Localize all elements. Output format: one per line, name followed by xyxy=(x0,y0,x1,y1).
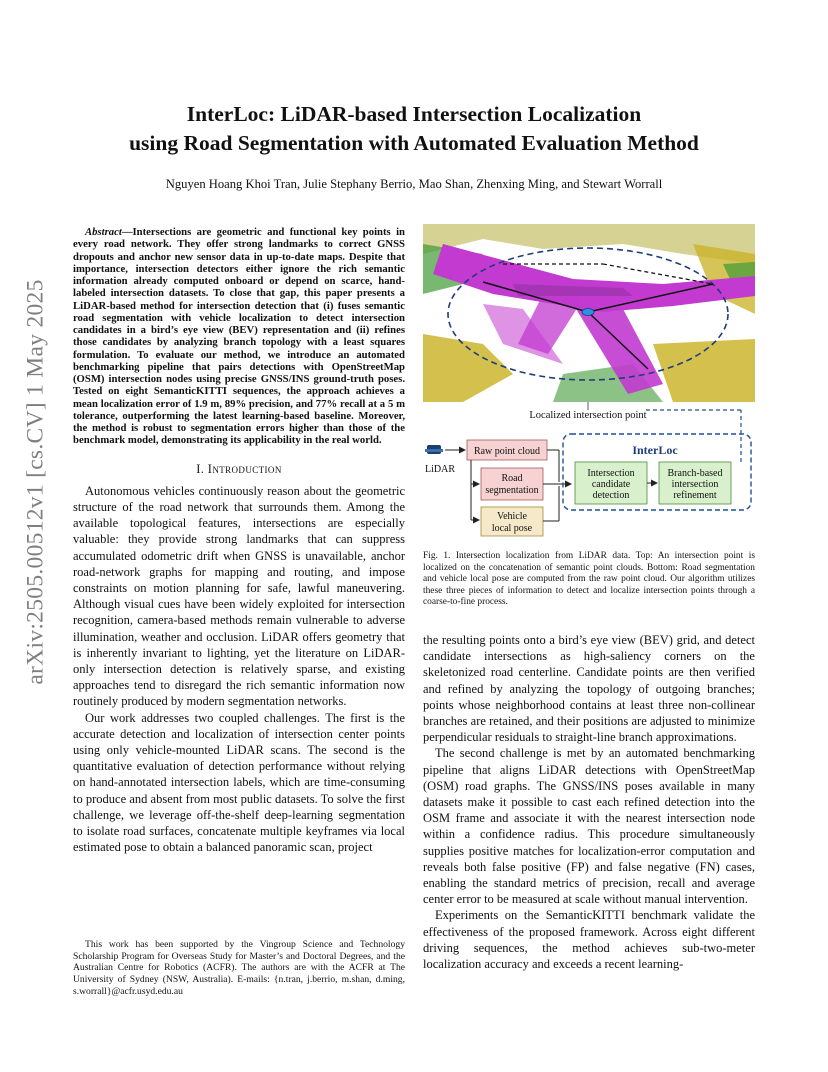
author-list: Nguyen Hoang Khoi Tran, Julie Stephany Berrio, Mao Shan, Zhenxing Ming, and Stewart Worrall xyxy=(165,177,663,191)
cand-line-2: candidate xyxy=(591,479,631,490)
section-title: Introduction xyxy=(207,461,282,476)
section-heading xyxy=(73,461,405,477)
branch-line-1: Branch-based xyxy=(667,468,723,479)
paper-title xyxy=(60,100,768,158)
abstract xyxy=(73,226,405,447)
intro-paragraph-1: Autonomous vehicles continuously reason about the geometric structure of the road network that surrounds them. Among the available topological features, intersections are especially valuable: they provide strong landmarks that can suppress accumulated odometric drift when GNSS is unavailable, anchor road-network graphs for mapping and routing, and impose constraints on motion planning for safe, lawful maneuvering. Although visual cues have been widely exploited for intersection recognition, camera-based methods remain vulnerable to adverse illumination, weather and occlusion. LiDAR offers geometry that is inherently invariant to lighting, yet the literature on LiDAR-only intersection detection is relatively sparse, and existing approaches tend to disregard the rich semantic information now routinely produced by modern segmentation networks. xyxy=(73,483,405,709)
abstract-text: —Intersections are geometric and functional key points in every road network. They offer strong landmarks to correct GNSS dropouts and anchor new sensor data in up-to-date maps. Despite that importance, intersection detectors either ignore the rich semantic information already computed onboard or depend on scarce, hand-labeled intersection datasets. To close that gap, this paper presents a LiDAR-based method for intersection detection that (i) fuses semantic road segmentation with vehicle localization to detect intersection candidates in a bird’s eye view (BEV) representation and (ii) refines those candidates by analyzing branch topology with a least squares formulation. To evaluate our method, we introduce an automated benchmarking pipeline that pairs detections with OpenStreetMap (OSM) intersection nodes using precise GNSS/INS ground-truth poses. Tested on eight SemanticKITTI sequences, the approach achieves a mean localization error of 1.9 m, 89% precision, and 77% recall at a 5 m tolerance, outperforming the latest learning-based baseline. Moreover, the method is robust to segmentation errors higher than those of the benchmark model, demonstrating its applicability in the real world. xyxy=(73,226,405,447)
raw-point-cloud-label: Raw point cloud xyxy=(473,446,541,457)
abstract-label: Abstract xyxy=(85,226,122,238)
intro-paragraph-2: Our work addresses two coupled challenges. The first is the accurate detection and localization of intersection center points using only vehicle-mounted LiDAR scans. The second is the quantitative evaluation of detection performance without relying on hand-annotated intersection labels, which are time-consuming to produce and absent from most public datasets. To solve the first challenge, we leverage off-the-shelf deep-learning segmentation to isolate road surfaces, concatenate multiple keyframes via local estimated pose to obtain a balanced panoramic scan, project xyxy=(73,710,405,855)
right-column xyxy=(423,632,755,972)
road-seg-line-2: segmentation xyxy=(485,485,539,496)
lidar-icon xyxy=(425,445,443,454)
cand-line-1: Intersection xyxy=(587,468,635,479)
branch-line-2: intersection xyxy=(671,479,719,490)
road-seg-line-1: Road xyxy=(501,473,523,484)
point-cloud-image xyxy=(423,224,755,402)
vehicle-line-2: local pose xyxy=(491,523,533,534)
interloc-label: InterLoc xyxy=(632,443,678,457)
figure-1 xyxy=(423,224,755,544)
left-column xyxy=(73,226,405,855)
title-line-2: using Road Segmentation with Automated Evaluation Method xyxy=(129,131,699,155)
right-paragraph-3: Experiments on the SemanticKITTI benchmark validate the effectiveness of the proposed framework. Across eight different driving sequences, the method achieves sub-two-meter localization accuracy and exceeds a recent learning- xyxy=(423,908,755,972)
footnote: This work has been supported by the Vingroup Science and Technology Scholarship Program for Overseas Study for Master’s and Doctoral Degrees, and the Australian Centre for Robotics (ACFR). The authors are with the ACFR at The University of Sydney (NSW, Australia). E-mails: {n.tran, j.berrio, m.shan, d.ming, s.worrall}@acfr.usyd.edu.au xyxy=(73,939,405,997)
figure-caption: Fig. 1. Intersection localization from LiDAR data. Top: An intersection point is localized on the concatenation of semantic point clouds. Bottom: Road segmentation and vehicle local pose are computed from the raw point cloud. Our algorithm utilizes these three pieces of information to detect and localize intersection points through a coarse-to-fine process. xyxy=(423,551,755,608)
figure-graphic xyxy=(423,224,755,544)
section-number: I. xyxy=(196,461,208,476)
localized-point-label: Localized intersection point xyxy=(529,410,647,421)
vehicle-line-1: Vehicle xyxy=(497,511,527,522)
arxiv-stamp xyxy=(16,279,56,685)
arxiv-id: arXiv:2505.00512v1 [cs.CV] 1 May 2025 xyxy=(22,279,49,685)
cand-line-3: detection xyxy=(592,490,630,501)
right-paragraph-2: The second challenge is met by an automated benchmarking pipeline that aligns LiDAR detections with OpenStreetMap (OSM) road graphs. The GNSS/INS poses available in many datasets make it possible to cast each refined detection into the OSM frame and associate it with the nearest intersection node within a confidence radius. This procedure simultaneously supplies positive matches for localization-error computation and reveals both false positive (FP) and false negative (FN) cases, enabling the standard metrics of precision, recall and average center error to be measured at scale without manual intervention. xyxy=(423,746,755,907)
branch-line-3: refinement xyxy=(673,490,717,501)
right-paragraph-1: the resulting points onto a bird’s eye view (BEV) grid, and detect candidate intersections as high-saliency corners on the skeletonized road centerline. Candidate points are then verified and refined by analyzing the topology of outgoing branches; points whose neighborhood contains at least three non-collinear branches are retained, and their positions are adjusted to minimize perpendicular residuals to straight-line branch approximations. xyxy=(423,633,755,745)
lidar-label: LiDAR xyxy=(425,464,455,475)
title-line-1: InterLoc: LiDAR-based Intersection Localization xyxy=(186,102,642,126)
